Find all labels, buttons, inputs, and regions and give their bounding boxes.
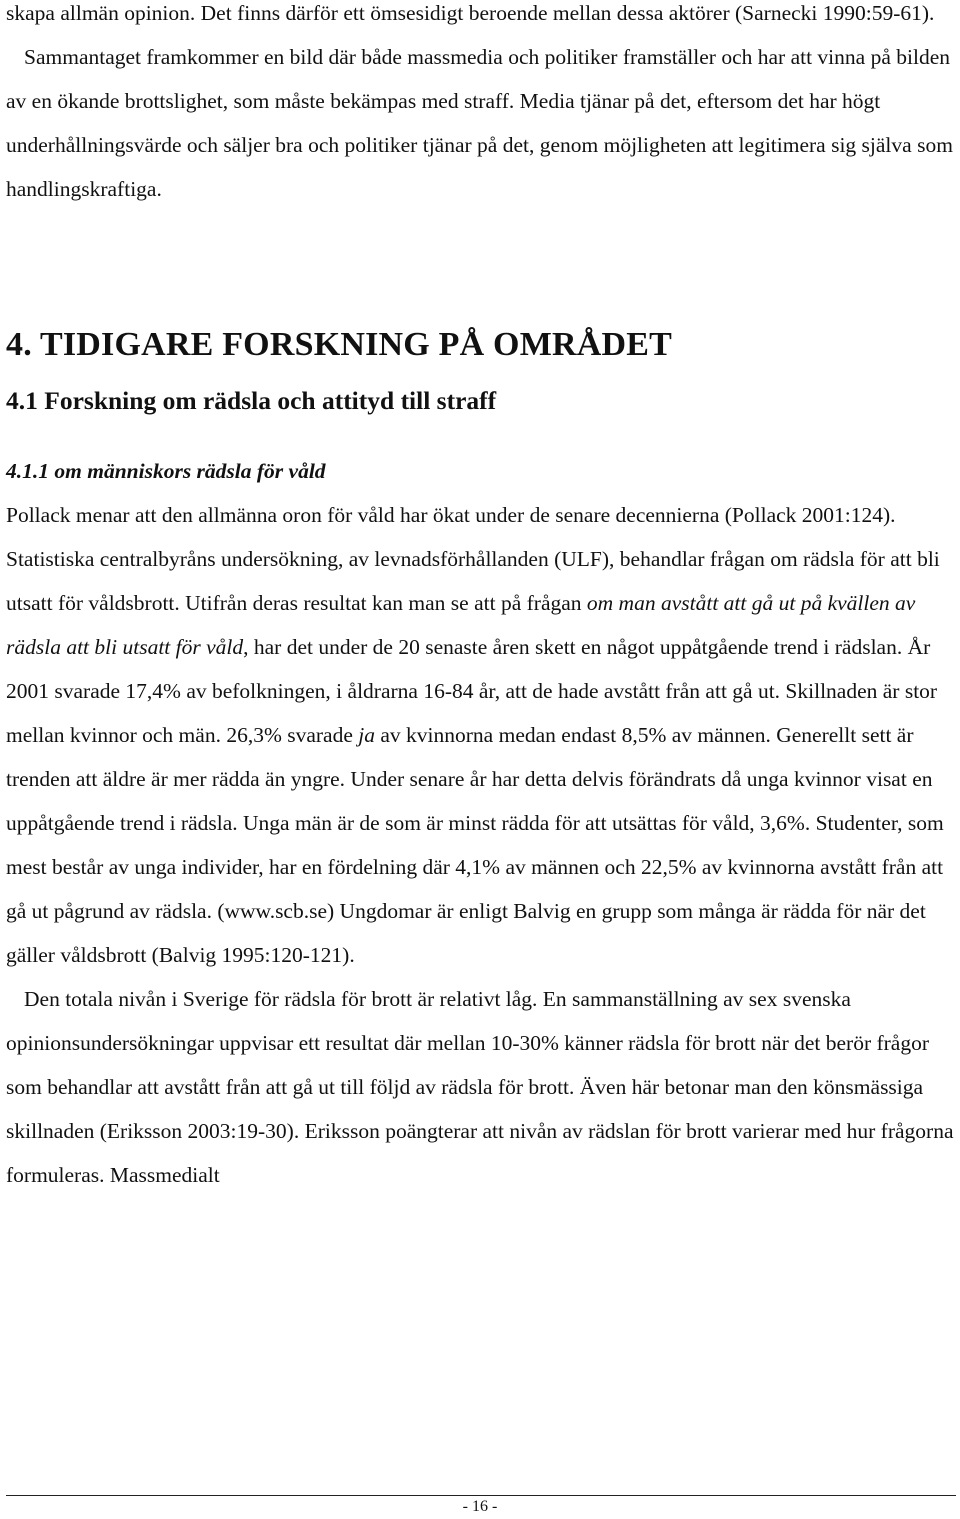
italic-answer-ja: ja <box>358 723 375 747</box>
page-number: - 16 - <box>462 1498 498 1515</box>
document-page <box>6 0 958 1197</box>
italic-survey-question: om man avstått att gå ut på kvällen av rädsla att bli utsatt för våld <box>6 591 916 659</box>
section-heading: 4.1 Forskning om rädsla och attityd till straff <box>6 386 497 415</box>
paragraph-sweden-level: Den totala nivån i Sverige för rädsla för brott är relativt låg. En sammanställning av sex svenska opinionsundersökningar uppvisar ett resultat där mellan 10-30% känner rädsla för brott när det berör frågor som behandlar att avstått från att gå ut till följd av rädsla för brott. Även här betonar man den könsmässiga skillnaden (Eriksson 2003:19-30). Eriksson poängterar att nivån av rädslan för brott varierar med hur frågorna formuleras. Massmedialt <box>6 987 954 1187</box>
paragraph-text: Pollack menar att den allmänna oron för våld har ökat under de senare decennierna (Pollack 2001:124). Statistiska centralbyråns undersökning, av levnadsförhållanden (ULF), behandlar frågan om rädsla för att bli utsatt för våldsbrott. Utifrån deras resultat kan man se att på frågan <box>6 503 940 615</box>
section-spacer <box>6 211 958 315</box>
subsection-heading: 4.1.1 om människors rädsla för våld <box>6 459 326 483</box>
paragraph-text: , har det under de 20 senaste åren skett en något uppåtgående trend i rädslan. År 2001 svarade 17,4% av befolkningen, i åldrarna 16-84 år, att de hade avstått från att gå ut. Skillnaden är stor mellan kvinnor och män. 26,3% svarade <box>6 635 938 747</box>
paragraph-pollack <box>6 493 958 977</box>
paragraph-text: av kvinnorna medan endast 8,5% av männen. Generellt sett är trenden att äldre är mer rädda än yngre. Under senare år har detta delvis förändrats då unga kvinnor visat en uppåtgående trend i rädsla. Unga män är de som är minst rädda för att utsättas för våld, 3,6%. Studenter, som mest består av unga individer, har en fördelning där 4,1% av männen och 22,5% av kvinnorna avstått från att gå ut pågrund av rädsla. (www.scb.se) Ungdomar är enligt Balvig en grupp som många är rädda för när det gäller våldsbrott (Balvig 1995:120-121). <box>6 723 944 967</box>
paragraph-intro-continued: skapa allmän opinion. Det finns därför ett ömsesidigt beroende mellan dessa aktörer (Sarnecki 1990:59-61). <box>6 1 935 25</box>
paragraph-summary: Sammantaget framkommer en bild där både massmedia och politiker framställer och har att vinna på bilden av en ökande brottslighet, som måste bekämpas med straff. Media tjänar på det, eftersom det har högt underhållningsvärde och säljer bra och politiker tjänar på det, genom möjligheten att legitimera sig själva som handlingskraftiga. <box>6 45 953 201</box>
chapter-heading: 4. TIDIGARE FORSKNING PÅ OMRÅDET <box>6 326 672 363</box>
